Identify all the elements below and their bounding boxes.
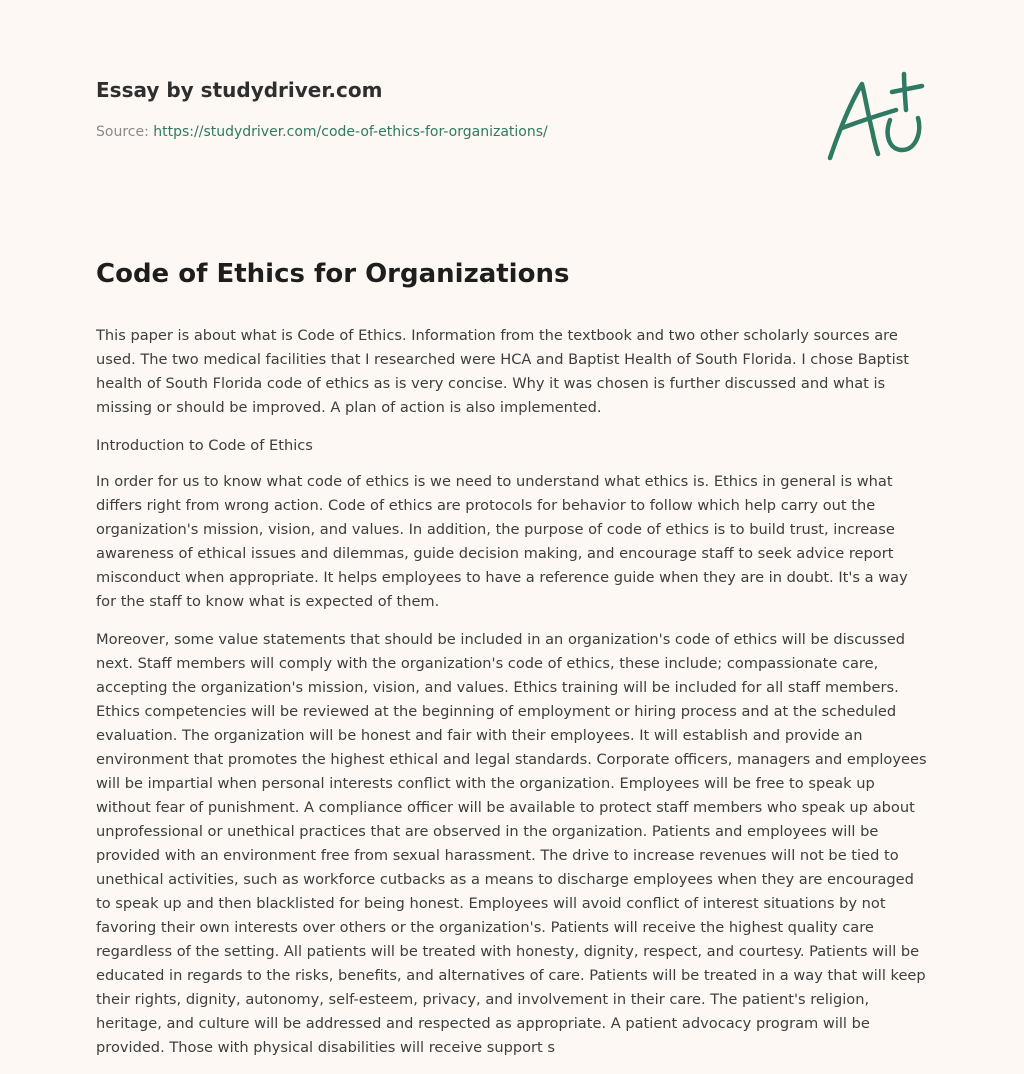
source-link[interactable]: https://studydriver.com/code-of-ethics-for-organizations/	[153, 124, 548, 140]
section-heading: Introduction to Code of Ethics	[96, 437, 313, 454]
abstract-paragraph: This paper is about what is Code of Ethics. Information from the textbook and two other scholarly sources are used. The two medical facilities that I researched were HCA and Baptist Health of South Florida. I chose Baptist health of South Florida code of ethics as is very concise. Why it was chosen is further discussed and what is missing or should be improved. A plan of action is also implemented.	[96, 327, 910, 416]
body-paragraph-1: In order for us to know what code of ethics is we need to understand what ethics is. Ethics in general is what differs right from wrong action. Code of ethics are protocols for behavior to follow which help carry out the organization's mission, vision, and values. In addition, the purpose of code of ethics is to build trust, increase awareness of ethical issues and dilemmas, guide decision making, and encourage staff to seek advice report misconduct when appropriate. It helps employees to have a reference guide when they are in doubt. It's a way for the staff to know what is expected of them.	[96, 473, 908, 610]
essay-title: Code of Ethics for Organizations	[96, 259, 570, 289]
essay-content	[96, 254, 932, 1074]
source-label: Source:	[96, 124, 154, 140]
page-header	[96, 76, 796, 142]
source-line	[96, 122, 796, 142]
body-paragraph-2: Moreover, some value statements that should be included in an organization's code of ethics will be discussed next. Staff members will comply with the organization's code of ethics, these include; compassionate care, accepting the organization's mission, vision, and values. Ethics training will be included for all staff members. Ethics competencies will be reviewed at the beginning of employment or hiring process and at the scheduled evaluation. The organization will be honest and fair with their employees. It will establish and provide an environment that promotes the highest ethical and legal standards. Corporate officers, managers and employees will be impartial when personal interests conflict with the organization. Employees will be free to speak up without fear of punishment. A compliance officer will be available to protect staff members who speak up about unprofessional or unethical practices that are observed in the organization. Patients and employees will be provided with an environment free from sexual harassment. The drive to increase revenues will not be tied to unethical activities, such as workforce cutbacks as a means to discharge employees when they are encouraged to speak up and then blacklisted for being honest. Employees will avoid conflict of interest situations by not favoring their own interests over others or the organization's. Patients will receive the highest quality care regardless of the setting. All patients will be treated with honesty, dignity, respect, and courtesy. Patients will be educated in regards to the risks, benefits, and alternatives of care. Patients will be treated in a way that will keep their rights, dignity, autonomy, self-esteem, privacy, and involvement in their care. The patient's religion, heritage, and culture will be addressed and respected as appropriate. A patient advocacy program will be provided. Those with physical disabilities will receive support s	[96, 631, 927, 1056]
site-brand: Essay by studydriver.com	[96, 78, 383, 102]
a-plus-logo-icon	[818, 66, 930, 166]
